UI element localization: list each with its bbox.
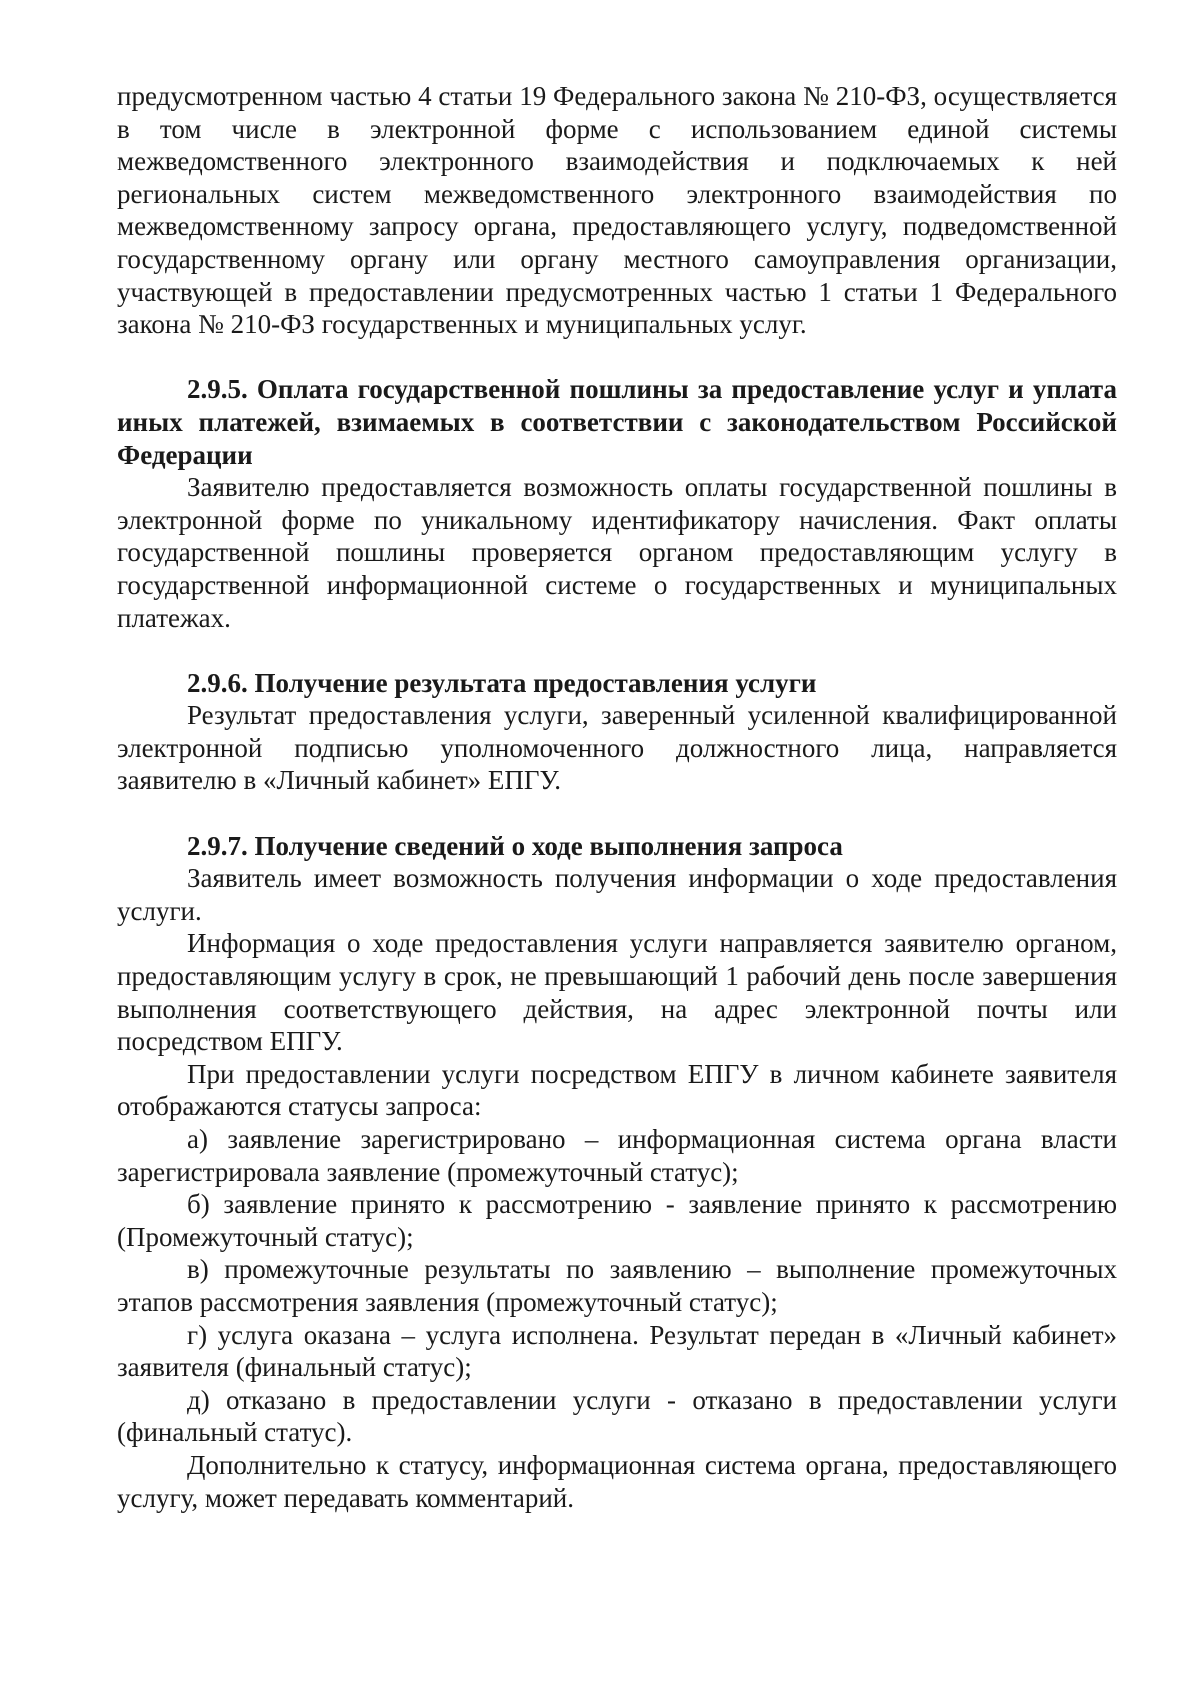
status-item-b: б) заявление принято к рассмотрению - заявление принято к рассмотрению (Промежуточный статус); <box>117 1189 1117 1252</box>
document-page <box>117 80 1117 1514</box>
spacer <box>117 341 1117 374</box>
paragraph: Дополнительно к статусу, информационная система органа, предоставляющего услугу, может передавать комментарий. <box>117 1449 1117 1513</box>
section-heading-2-9-5: 2.9.5. Оплата государственной пошлины за предоставление услуг и уплата иных платежей, взимаемых в соответствии с законодательством Российской Федерации <box>117 374 1117 470</box>
paragraph: Заявителю предоставляется возможность оплаты государственной пошлины в электронной форме по уникальному идентификатору начисления. Факт оплаты государственной пошлины проверяется органом предоставляющим услугу в государственной информационной системе о государственных и муниципальных платежах. <box>117 472 1117 633</box>
status-item-v: в) промежуточные результаты по заявлению – выполнение промежуточных этапов рассмотрения заявления (промежуточный статус); <box>117 1254 1117 1317</box>
intro-paragraph: предусмотренном частью 4 статьи 19 Федерального закона № 210-ФЗ, осуществляется в том числе в электронной форме с использованием единой системы межведомственного электронного взаимодействия и подключаемых к ней региональных систем межведомственного электронного взаимодействия по межведомственному запросу органа, предоставляющего услугу, подведомственной государственному органу или органу местного самоуправления организации, участвующей в предоставлении предусмотренных частью 1 статьи 1 Федерального закона № 210-ФЗ государственных и муниципальных услуг. <box>117 81 1117 340</box>
status-item-d: д) отказано в предоставлении услуги - отказано в предоставлении услуги (финальный статус). <box>117 1384 1117 1448</box>
spacer <box>117 634 1117 667</box>
status-item-a: а) заявление зарегистрировано – информационная система органа власти зарегистрировала заявление (промежуточный статус); <box>117 1124 1117 1187</box>
spacer <box>117 797 1117 830</box>
section-heading-2-9-6: 2.9.6. Получение результата предоставления услуги <box>187 667 817 698</box>
paragraph: Результат предоставления услуги, заверенный усиленной квалифицированной электронной подписью уполномоченного должностного лица, направляется заявителю в «Личный кабинет» ЕПГУ. <box>117 700 1117 796</box>
paragraph: Информация о ходе предоставления услуги направляется заявителю органом, предоставляющим услугу в срок, не превышающий 1 рабочий день после завершения выполнения соответствующего действия, на адрес электронной почты или посредством ЕПГУ. <box>117 928 1117 1057</box>
section-heading-2-9-7: 2.9.7. Получение сведений о ходе выполнения запроса <box>187 830 843 861</box>
paragraph: При предоставлении услуги посредством ЕПГУ в личном кабинете заявителя отображаются статусы запроса: <box>117 1058 1117 1122</box>
status-item-g: г) услуга оказана – услуга исполнена. Результат передан в «Личный кабинет» заявителя (финальный статус); <box>117 1319 1117 1383</box>
paragraph: Заявитель имеет возможность получения информации о ходе предоставления услуги. <box>117 863 1117 926</box>
